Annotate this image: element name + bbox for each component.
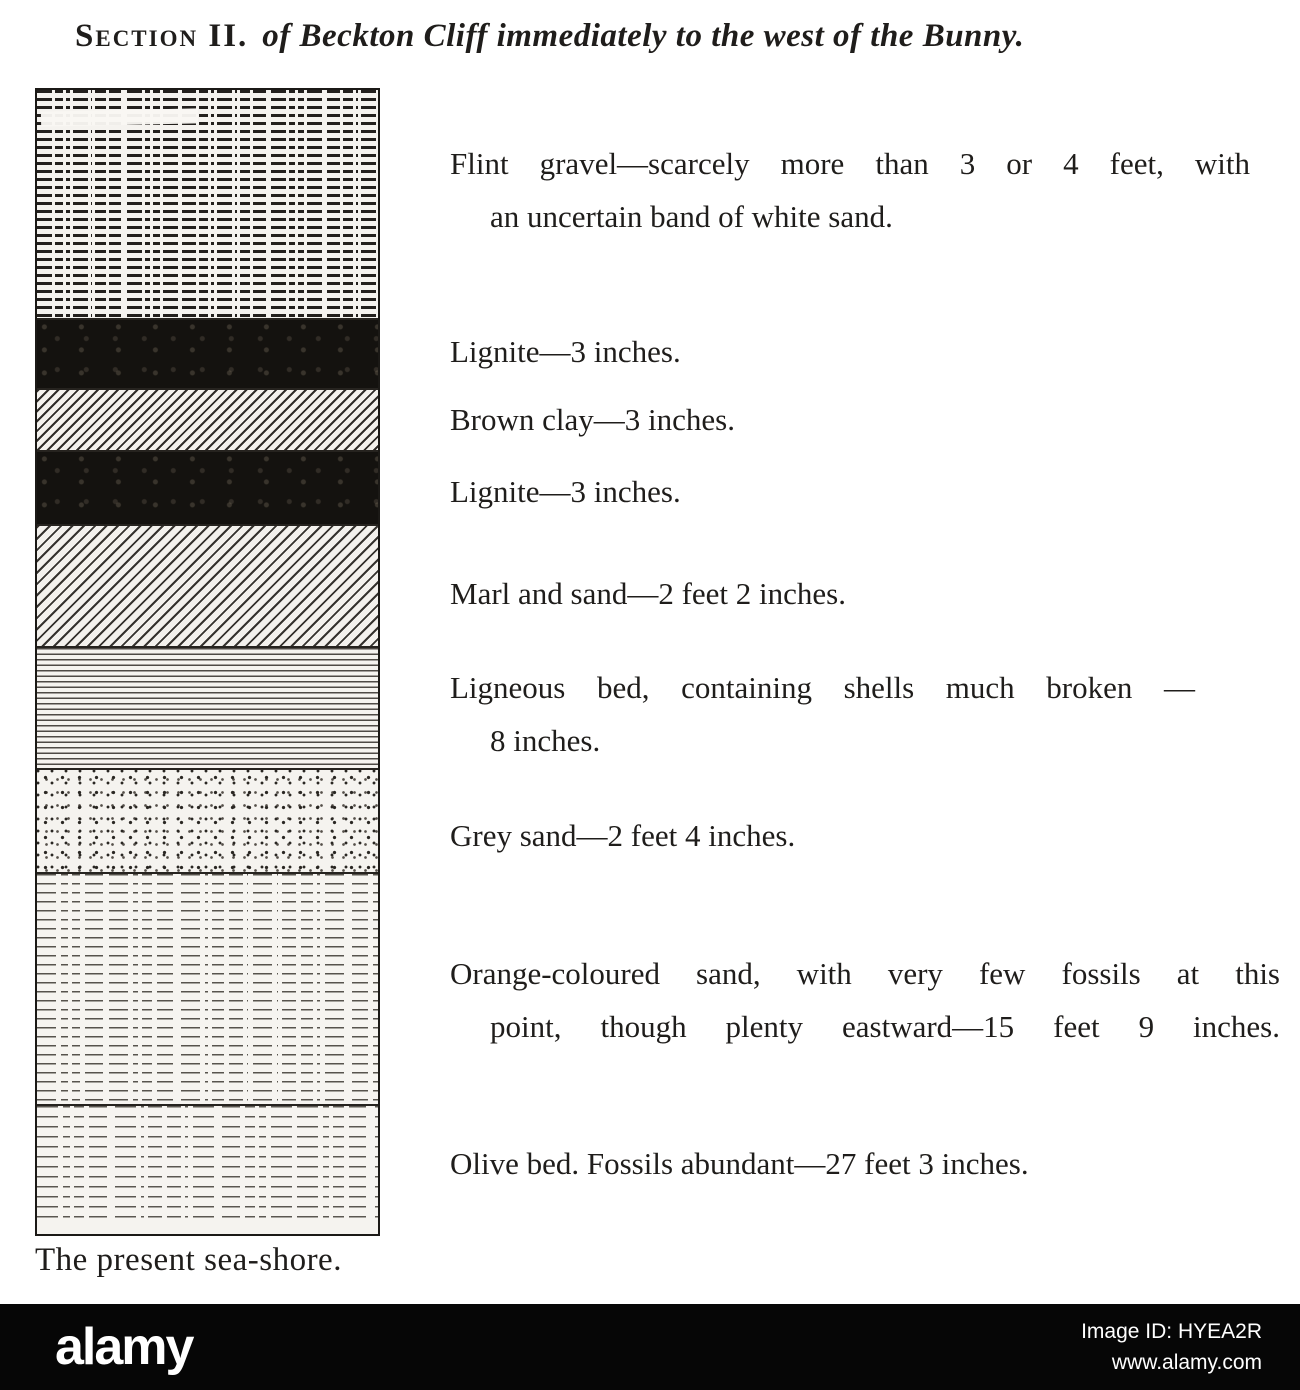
label-lignite-lower: Lignite—3 inches. [450,474,681,509]
label-olive-bed: Olive bed. Fossils abundant—27 feet 3 inches. [450,1146,1029,1181]
white-sand-band [41,108,198,126]
section-title-text: of Beckton Cliff immediately to the west of the Bunny. [262,18,1025,54]
section-number: Section II. [75,18,249,54]
label-grey-sand: Grey sand—2 feet 4 inches. [450,818,796,853]
layer-lignite-upper [37,318,378,388]
label-flint-gravel [450,138,1250,243]
layer-olive-bed [37,1104,378,1220]
label-orange-sand-line1: Orange-coloured sand, with very few fossils at this [450,956,1280,991]
label-lignite-upper: Lignite—3 inches. [450,334,681,369]
layer-lignite-lower [37,450,378,524]
layer-ligneous-bed [37,646,378,768]
label-orange-sand-line2: point, though plenty eastward—15 feet 9 inches. [490,1008,1280,1044]
label-ligneous-bed-line2: 8 inches. [490,722,601,758]
alamy-logo: alamy [55,1318,193,1376]
label-marl-and-sand: Marl and sand—2 feet 2 inches. [450,576,846,611]
watermark-bar [0,1304,1300,1390]
layer-flint-gravel [37,90,378,318]
label-ligneous-bed-line1: Ligneous bed, containing shells much broken — [450,670,1195,705]
strat-column [35,88,380,1236]
layer-grey-sand [37,768,378,872]
label-flint-gravel-line1: Flint gravel—scarcely more than 3 or 4 feet, with [450,146,1250,181]
layer-orange-sand [37,872,378,1104]
label-flint-gravel-line2: an uncertain band of white sand. [490,198,893,234]
label-brown-clay: Brown clay—3 inches. [450,402,735,437]
layer-marl-and-sand [37,524,378,646]
label-orange-sand [450,948,1280,1053]
seashore-caption: The present sea-shore. [35,1242,342,1278]
image-id-text: Image ID: HYEA2R [1081,1319,1262,1343]
label-ligneous-bed [450,662,1195,767]
watermark-info [1081,1316,1262,1379]
watermark-url: www.alamy.com [1111,1351,1262,1374]
layer-brown-clay [37,388,378,450]
page-title [75,16,1235,57]
